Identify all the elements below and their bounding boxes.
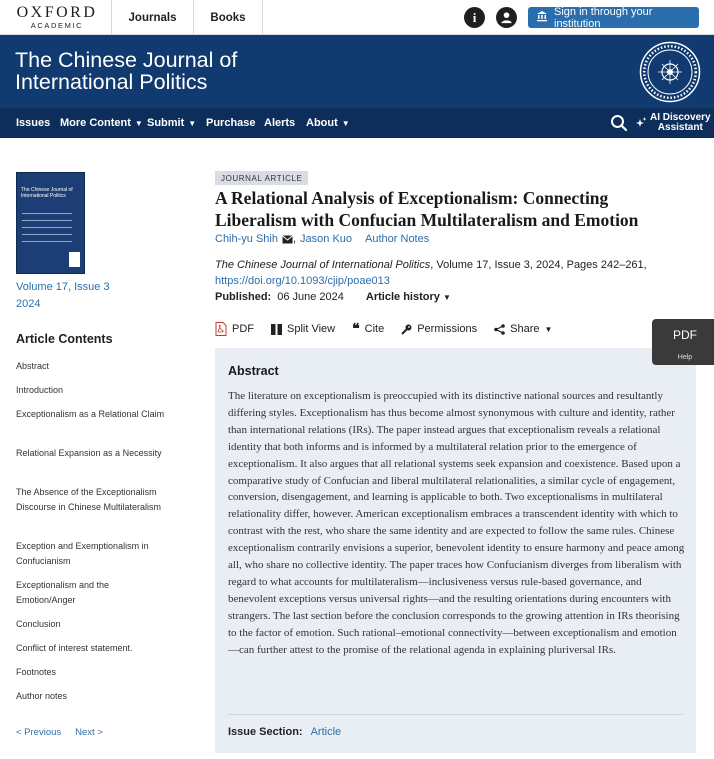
cite-label: Cite [364,323,385,335]
article-title: A Relational Analysis of Exceptionalism: Connecting Liberalism with Confucian Multilateralism and Emotion [215,188,639,230]
issue-section-link[interactable]: Article [310,726,342,738]
oxford-academic-logo[interactable] [14,5,100,30]
books-link[interactable]: Books [193,0,263,35]
email-icon[interactable] [282,235,293,244]
toc-item[interactable]: Exceptionalism as a Relational Claim [16,409,165,419]
article-history-label: Article history [365,291,440,303]
journals-link[interactable]: Journals [111,0,193,35]
cite-button[interactable] [352,323,384,335]
user-account-icon[interactable] [496,7,517,28]
toc-item[interactable]: Author notes [16,691,68,701]
previous-article-link[interactable]: < Previous [16,727,62,738]
citation-details: , Volume 17, Issue 3, 2024, Pages 242–261, [430,259,647,271]
toc-item[interactable]: Exception and Exemptionalism in Confucianism [16,541,149,566]
nav-submit[interactable] [147,108,196,138]
nav-issues-label: Issues [16,117,51,129]
article-type-tag: JOURNAL ARTICLE [215,171,308,185]
article-history-toggle[interactable] [366,291,451,303]
split-view-icon [271,324,282,335]
floating-help-label[interactable]: Help [677,354,693,361]
permissions-button[interactable] [401,323,477,335]
floating-pdf-button[interactable] [652,319,714,365]
article-toolbar [215,322,569,336]
floating-pdf-label: PDF [673,328,697,342]
chevron-down-icon: ▼ [341,118,350,128]
ai-label-line2: Assistant [657,122,703,133]
journal-seal-logo [639,41,701,103]
chevron-down-icon: ▼ [442,293,451,302]
chevron-down-icon: ▼ [188,118,197,128]
cover-title: The Chinese Journal of International Politics [21,187,73,199]
toc-item[interactable]: Footnotes [16,667,57,677]
key-icon [401,324,412,335]
institution-signin-button[interactable] [528,7,699,28]
toc-item[interactable]: Relational Expansion as a Necessity [16,448,162,458]
issue-section-row [228,726,341,738]
toc-item[interactable]: Abstract [16,361,50,371]
toc-item[interactable]: The Absence of the Exceptionalism Discourse in Chinese Multilateralism [16,487,162,512]
nav-more-content[interactable] [60,108,143,138]
chevron-down-icon: ▼ [134,118,143,128]
share-label: Share [510,323,540,335]
toc-item[interactable]: Conclusion [16,619,61,629]
nav-about-label: About [306,117,338,129]
published-row [215,291,451,303]
share-icon [494,324,505,335]
journal-cover-image[interactable] [16,172,85,274]
abstract-section [215,348,696,753]
volume-issue-text: Volume 17, Issue 3 [16,281,110,293]
share-button[interactable] [494,323,552,335]
abstract-divider [228,714,683,715]
nav-purchase-label: Purchase [206,117,256,129]
author-notes-link[interactable]: Author Notes [365,233,430,245]
next-article-link[interactable]: Next > [75,727,103,738]
author-link[interactable]: Jason Kuo [300,233,353,245]
pdf-icon [215,322,227,336]
chevron-down-icon: ▼ [544,324,553,334]
issue-section-label: Issue Section: [228,726,303,738]
author-list [215,233,429,245]
nav-more-content-label: More Content [60,117,131,129]
split-view-button[interactable] [271,323,335,335]
author-link[interactable]: Chih-yu Shih [215,233,278,245]
top-bar [0,0,714,35]
info-icon[interactable]: i [464,7,485,28]
nav-purchase[interactable] [206,108,256,138]
cover-contents-lines [22,213,72,248]
nav-alerts[interactable] [264,108,295,138]
split-view-label: Split View [287,323,336,335]
sparkle-icon [636,117,647,129]
author-separator: , [292,233,297,245]
published-date: 06 June 2024 [277,291,344,303]
logo-sub-text: ACADEMIC [30,21,84,30]
issue-year-text: 2024 [16,298,41,310]
nav-issues[interactable] [16,108,50,138]
pdf-label: PDF [232,323,254,335]
institution-icon [536,10,548,25]
abstract-text: The literature on exceptionalism is preoccupied with its distinctive national sources and resultantly differing styles. Exceptionalism has thus become almost synonymous with culture and identity, rather than international relations (IRs). The paper instead argues that exceptionalism reveals a relational identity that both informs and is informed by a multilateral relation prior to the emergence of exceptionalism. It also argues that all relational systems seek expansion and coexistence. Based upon a comparative study of Confucian and liberal multilateral relationalities, a similar cycle of engagement, conversion, disengagement, and learning is applicable to both. Two exceptionalisms in multilateral relationality differ, however. American exceptionalism embraces a transcendent identity with which to contrast with the rest, who share the same identity and are expected to follow the same rules. Chinese exceptionalism contrarily envisions a superior, benevolent identity to ensure harmony and peace among all, who share no collective identity. The paper traces how Confucianism diverges from liberalism with regard to what accounts for multilateralism—inclusiveness versus rule-based governance, and benevolent exceptions versus universal rights—and the resulting orientations during encounters with strangers. The last section before the conclusion corresponds to the growing attention in IRs theorising to the factor of emotion. Such rational–emotional connectivity—between exceptionalism and emotion—can further attest to the promise of the relational agenda in explaining pluriversal IRs. [228,390,685,656]
ai-label-line1: AI Discovery [650,112,711,123]
journal-nav [0,108,714,138]
quote-icon: ❝ [352,321,360,337]
signin-label: Sign in through your institution [554,5,653,30]
pdf-button[interactable] [215,322,254,336]
toc-item[interactable]: Exceptionalism and the Emotion/Anger [16,580,110,605]
toc-item[interactable]: Conflict of interest statement. [16,643,133,653]
nav-alerts-label: Alerts [264,117,296,129]
nav-about[interactable] [306,108,350,138]
logo-main-text: OXFORD [16,4,98,21]
nav-submit-label: Submit [147,117,185,129]
doi-link[interactable]: https://doi.org/10.1093/cjip/poae013 [215,275,390,287]
cover-issue-badge [69,252,80,267]
journal-title[interactable]: The Chinese Journal of International Politics [15,48,238,94]
abstract-heading: Abstract [228,364,279,378]
search-icon[interactable] [610,114,628,132]
permissions-label: Permissions [417,323,478,335]
issue-link[interactable] [16,279,110,313]
article-pager [16,727,103,738]
toc-item[interactable]: Introduction [16,385,64,395]
article-contents-heading: Article Contents [16,332,113,346]
journal-name: The Chinese Journal of International Politics [215,259,431,271]
ai-discovery-assistant-button[interactable] [636,113,711,133]
published-label: Published: [215,291,272,303]
journal-banner [0,35,714,108]
article-citation [215,257,685,289]
